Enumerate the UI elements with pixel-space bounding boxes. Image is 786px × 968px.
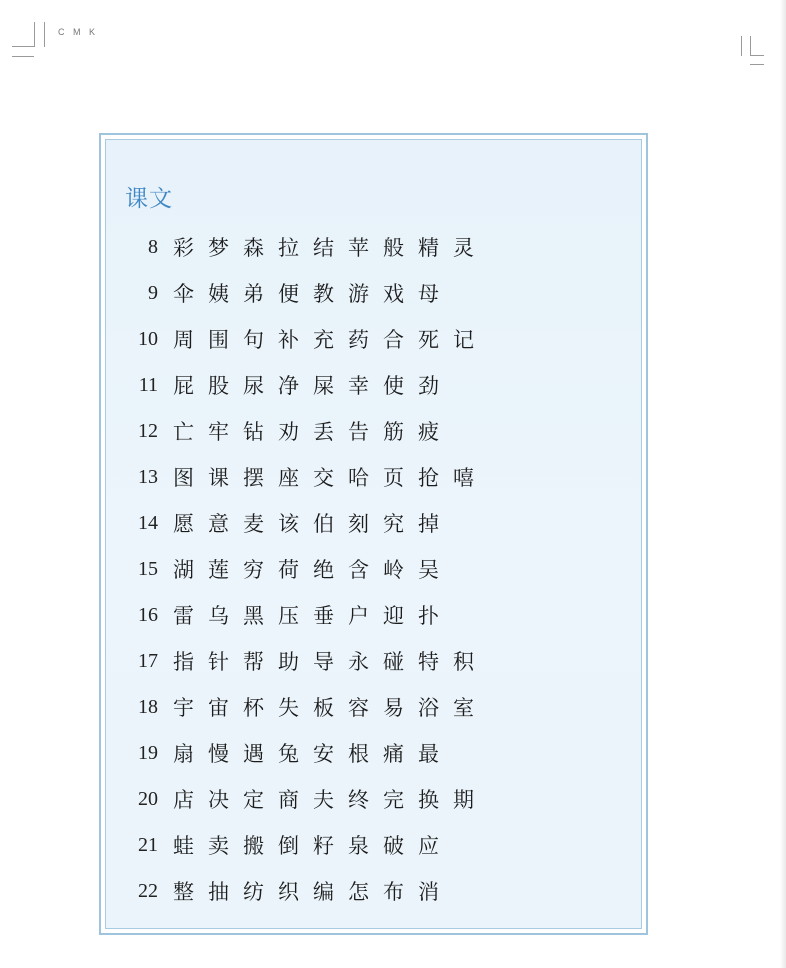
character: 导 <box>313 650 334 674</box>
character: 合 <box>383 328 404 352</box>
lesson-characters <box>166 370 446 400</box>
character: 告 <box>348 420 369 444</box>
character: 游 <box>348 282 369 306</box>
character: 股 <box>208 374 229 398</box>
character: 净 <box>278 374 299 398</box>
character: 最 <box>418 742 439 766</box>
lesson-rows <box>106 224 641 914</box>
character: 换 <box>418 788 439 812</box>
color-bar-label: C M K <box>58 27 99 37</box>
crop-mark-right-vertical <box>741 36 742 56</box>
character: 遇 <box>243 742 264 766</box>
character: 抽 <box>208 880 229 904</box>
character: 期 <box>453 788 474 812</box>
character: 页 <box>383 466 404 490</box>
character: 亡 <box>173 420 194 444</box>
character: 穷 <box>243 558 264 582</box>
lesson-row <box>106 362 641 408</box>
character: 丢 <box>313 420 334 444</box>
character: 充 <box>313 328 334 352</box>
lesson-number: 10 <box>138 327 158 350</box>
lesson-characters <box>166 508 446 538</box>
lesson-characters <box>166 324 481 354</box>
character: 刻 <box>348 512 369 536</box>
character: 永 <box>348 650 369 674</box>
character: 嘻 <box>453 466 474 490</box>
character: 应 <box>418 834 439 858</box>
character: 破 <box>383 834 404 858</box>
crop-mark-left-horizontal-2 <box>12 56 34 57</box>
lesson-characters <box>166 232 481 262</box>
character: 便 <box>278 282 299 306</box>
character: 压 <box>278 604 299 628</box>
character: 针 <box>208 650 229 674</box>
character: 搬 <box>243 834 264 858</box>
character: 彩 <box>173 236 194 260</box>
lesson-characters <box>166 278 446 308</box>
character: 摆 <box>243 466 264 490</box>
character: 周 <box>173 328 194 352</box>
character: 究 <box>383 512 404 536</box>
lesson-characters <box>166 692 481 722</box>
character: 筋 <box>383 420 404 444</box>
section-title: 课文 <box>125 186 173 212</box>
character: 哈 <box>348 466 369 490</box>
character: 宇 <box>173 696 194 720</box>
character: 乌 <box>208 604 229 628</box>
character: 雷 <box>173 604 194 628</box>
lesson-number: 19 <box>138 741 158 764</box>
lesson-number: 8 <box>148 235 158 258</box>
character: 荷 <box>278 558 299 582</box>
lesson-characters-panel <box>99 133 648 935</box>
lesson-number: 13 <box>138 465 158 488</box>
character: 绝 <box>313 558 334 582</box>
character: 岭 <box>383 558 404 582</box>
character: 补 <box>278 328 299 352</box>
lesson-row <box>106 500 641 546</box>
character: 迎 <box>383 604 404 628</box>
character: 易 <box>383 696 404 720</box>
character: 户 <box>348 604 369 628</box>
character: 蛙 <box>173 834 194 858</box>
lesson-characters <box>166 600 446 630</box>
character: 兔 <box>278 742 299 766</box>
character: 座 <box>278 466 299 490</box>
character: 板 <box>313 696 334 720</box>
character: 泉 <box>348 834 369 858</box>
character: 根 <box>348 742 369 766</box>
character: 消 <box>418 880 439 904</box>
lesson-characters <box>166 876 446 906</box>
character: 精 <box>418 236 439 260</box>
lesson-characters <box>166 416 446 446</box>
character: 浴 <box>418 696 439 720</box>
character: 定 <box>243 788 264 812</box>
character: 弟 <box>243 282 264 306</box>
character: 句 <box>243 328 264 352</box>
lesson-row <box>106 270 641 316</box>
character: 含 <box>348 558 369 582</box>
lesson-number: 11 <box>138 373 158 396</box>
character: 碰 <box>383 650 404 674</box>
lesson-number: 22 <box>138 879 158 902</box>
character: 抢 <box>418 466 439 490</box>
character: 店 <box>173 788 194 812</box>
character: 记 <box>453 328 474 352</box>
character: 伯 <box>313 512 334 536</box>
character: 扇 <box>173 742 194 766</box>
character: 莲 <box>208 558 229 582</box>
character: 帮 <box>243 650 264 674</box>
lesson-number: 14 <box>138 511 158 534</box>
character: 宙 <box>208 696 229 720</box>
character: 该 <box>278 512 299 536</box>
panel-inner-frame <box>105 139 642 929</box>
character: 结 <box>313 236 334 260</box>
character: 森 <box>243 236 264 260</box>
lesson-number: 9 <box>148 281 158 304</box>
character: 布 <box>383 880 404 904</box>
character: 特 <box>418 650 439 674</box>
lesson-row <box>106 592 641 638</box>
character: 交 <box>313 466 334 490</box>
lesson-number: 18 <box>138 695 158 718</box>
crop-mark-right-vertical-2 <box>750 36 751 56</box>
lesson-number: 16 <box>138 603 158 626</box>
character: 垂 <box>313 604 334 628</box>
character: 苹 <box>348 236 369 260</box>
lesson-row <box>106 684 641 730</box>
character: 尿 <box>243 374 264 398</box>
character: 劝 <box>278 420 299 444</box>
character: 慢 <box>208 742 229 766</box>
character: 灵 <box>453 236 474 260</box>
character: 编 <box>313 880 334 904</box>
character: 掉 <box>418 512 439 536</box>
lesson-row <box>106 730 641 776</box>
character: 课 <box>208 466 229 490</box>
lesson-row <box>106 776 641 822</box>
lesson-characters <box>166 784 481 814</box>
character: 整 <box>173 880 194 904</box>
lesson-row <box>106 408 641 454</box>
character: 决 <box>208 788 229 812</box>
character: 怎 <box>348 880 369 904</box>
character: 梦 <box>208 236 229 260</box>
character: 织 <box>278 880 299 904</box>
character: 扑 <box>418 604 439 628</box>
lesson-characters <box>166 646 481 676</box>
character: 积 <box>453 650 474 674</box>
character: 劲 <box>418 374 439 398</box>
character: 死 <box>418 328 439 352</box>
character: 安 <box>313 742 334 766</box>
character: 愿 <box>173 512 194 536</box>
lesson-number: 21 <box>138 833 158 856</box>
character: 屎 <box>313 374 334 398</box>
character: 药 <box>348 328 369 352</box>
character: 指 <box>173 650 194 674</box>
crop-mark-left-horizontal <box>12 46 34 47</box>
lesson-characters <box>166 554 446 584</box>
lesson-row <box>106 638 641 684</box>
lesson-characters <box>166 830 446 860</box>
character: 牢 <box>208 420 229 444</box>
lesson-row <box>106 546 641 592</box>
lesson-number: 15 <box>138 557 158 580</box>
character: 终 <box>348 788 369 812</box>
lesson-number: 12 <box>138 419 158 442</box>
character: 纺 <box>243 880 264 904</box>
character: 杯 <box>243 696 264 720</box>
character: 失 <box>278 696 299 720</box>
character: 母 <box>418 282 439 306</box>
character: 夫 <box>313 788 334 812</box>
character: 疲 <box>418 420 439 444</box>
crop-mark-left-vertical <box>34 22 35 47</box>
lesson-characters <box>166 738 446 768</box>
character: 拉 <box>278 236 299 260</box>
character: 黑 <box>243 604 264 628</box>
character: 围 <box>208 328 229 352</box>
page-edge-shadow <box>780 0 786 968</box>
crop-mark-left-vertical-2 <box>44 22 45 47</box>
crop-mark-right-horizontal-2 <box>750 64 764 65</box>
character: 屁 <box>173 374 194 398</box>
character: 般 <box>383 236 404 260</box>
character: 容 <box>348 696 369 720</box>
character: 助 <box>278 650 299 674</box>
character: 幸 <box>348 374 369 398</box>
character: 完 <box>383 788 404 812</box>
lesson-number: 17 <box>138 649 158 672</box>
character: 痛 <box>383 742 404 766</box>
character: 意 <box>208 512 229 536</box>
character: 湖 <box>173 558 194 582</box>
character: 籽 <box>313 834 334 858</box>
character: 图 <box>173 466 194 490</box>
lesson-number: 20 <box>138 787 158 810</box>
character: 伞 <box>173 282 194 306</box>
lesson-row <box>106 868 641 914</box>
character: 麦 <box>243 512 264 536</box>
character: 吴 <box>418 558 439 582</box>
character: 姨 <box>208 282 229 306</box>
character: 钻 <box>243 420 264 444</box>
crop-mark-right-horizontal <box>750 55 764 56</box>
character: 倒 <box>278 834 299 858</box>
character: 商 <box>278 788 299 812</box>
lesson-characters <box>166 462 481 492</box>
character: 卖 <box>208 834 229 858</box>
lesson-row <box>106 454 641 500</box>
lesson-row <box>106 822 641 868</box>
lesson-row <box>106 316 641 362</box>
character: 戏 <box>383 282 404 306</box>
lesson-row <box>106 224 641 270</box>
character: 室 <box>453 696 474 720</box>
character: 教 <box>313 282 334 306</box>
character: 使 <box>383 374 404 398</box>
